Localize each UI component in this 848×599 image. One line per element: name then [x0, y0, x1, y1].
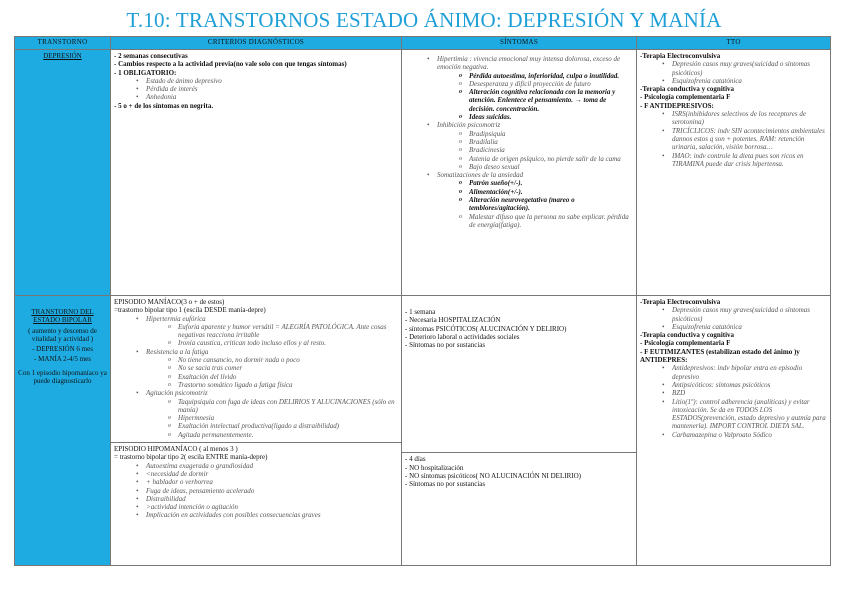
list-item: o Bajo deseo sexual	[405, 163, 633, 171]
list-item: o Alteración cognitiva relacionada con la memoria y atención. Enlentece el pensamiento. → toma de decisión. concentración.	[405, 88, 633, 113]
list-item: • Autoestima exagerada o grandiosidad	[114, 462, 398, 470]
list-item: • Depresión casos muy graves(suicidad o síntomas psicóticos)	[640, 306, 827, 323]
criterios-depresion: - 2 semanas consecutivas - Cambios respecto a la actividad previa(no vale solo con que tengas síntomas) - 1 OBLIGATORIO: • Estado de ánimo depresivo • Pérdida de interés • Anhedonia - 5 o + de los síntomas en negrita.	[111, 50, 402, 296]
tto-bipolar: -Terapia Electroconvulsiva • Depresión casos muy graves(suicidad o síntomas psicóticos) • Esquizofrenia catatónica -Terapia conductiva y cognitiva - Psicología complementaria F - F EUTIMIZANTES (estabilizan estado del ánimo )y ANTIDEPRES: • Antidepresivos: indv bipolar entra en episodio depresivo • Antipsicóticos: síntomas psicóticos • BZD • Litio(1º): control adherencia (analíticas) y evitar intoxicación. Se da en TODOS LOS ESTADOS(prevención, estado depresivo y autmía para mantenerla). IMPORT CONTROL DIETA SAL. • Carbamazepina o Valproato Sódico	[637, 296, 831, 566]
sintomas-depresion	[402, 50, 637, 296]
list-item: • Fuga de ideas, pensamiento acelerado	[114, 487, 398, 495]
list-item: o No se sacia tras comer	[114, 364, 398, 372]
list-item: o Astenia de origen psíquico, no pierde salir de la cama	[405, 155, 633, 163]
list-item: o Hipermnesia	[114, 414, 398, 422]
list-item: • Anhedonia	[114, 93, 398, 101]
page-title: T.10: TRANSTORNOS ESTADO ÁNIMO: DEPRESIÓN Y MANÍA	[126, 8, 722, 32]
list-item: o Exaltación intelectual productiva(ligado a distraibilidad)	[114, 422, 398, 430]
row-depresion	[15, 50, 831, 296]
list-item: • Agitación psicomotriz	[114, 389, 398, 397]
list-item: o Euforia aparente y humor versátil = ALEGRÍA PATOLÓGICA. Ante cosas negativas reacciona irritable	[114, 323, 398, 340]
list-item: • BZD	[640, 389, 827, 397]
criterios-bipolar: EPISODIO MANÍACO(3 o + de estos) =trastorno bipolar tipo 1 (escila DESDE manía-depre) • Hipertermia eufórica o Euforia aparente y humor versátil = ALEGRÍA PATOLÓGICA. Ante cosas negativas reacciona irritable o Ironía caustica, critican todo incluso ellos y al resto. • Resistencia a la fatiga o No tiene cansancio, no dormir nada o poco o No se sacia tras comer o Exaltación del lívido o Trastorno somático ligado a fatiga física • Agitación psicomotriz o Taquipsiquia con fuga de ideas con DELIRIOS Y ALUCINACIONES (sólo en manía) o Hipermnesia o Exaltación intelectual productiva(ligado a distraibilidad) o Agitada permanentemente. EPISODIO HIPOMANÍACO ( al menos 3 ) = trastorno bipolar tipo 2( escila ENTRE manía-depre) • Autoestima exagerada o grandiosidad • <necesidad de dormir • + hablador o verborrea • Fuga de ideas, pensamiento acelerado • Distraibilidad • >actividad intención o agitación • Implicación en actividades con posibles consecuencias graves	[111, 296, 402, 566]
sintomas-bipolar: - 1 semana - Necesaria HOSPITALIZACIÓN - síntomas PSICÓTICOS( ALUCINACIÓN Y DELIRIO) - Deterioro laboral o actividades sociales - Síntomas no por sustancias - 4 días - NO hospitalización - NO síntomas psicóticos( NO ALUCINACIÓN NI DELIRIO) - Síntomas no por sustancias	[402, 296, 637, 566]
header-sintomas: SÍNTOMAS	[402, 37, 637, 50]
list-item: • Antidepresivos: indv bipolar entra en episodio depresivo	[640, 364, 827, 381]
list-item: • Inhibición psicomotriz	[405, 121, 633, 129]
list-item: • <necesidad de dormir	[114, 470, 398, 478]
list-item: o Bradilalia	[405, 138, 633, 146]
list-item: • Somatizaciones de la ansiedad	[405, 171, 633, 179]
tto-depresion: -Terapia Electroconvulsiva • Depresión casos muy graves(suicidad o síntomas psicóticos) • Esquizofrenia catatónica -Terapia conductiva y cognitiva - Psicología complementaria F - F ANTIDEPRESIVOS: • ISRS(inhibidores selectivos de los receptores de serotonina) • TRICÍCLICOS: indv SIN acontecimientos ambientales dannos estos q son + potentes. RAM: retención urinaria, salación, visión borrosa… • IMAO: indv controle la dieta pues son ricos en TIRAMINA puede dar crisis hipertensa.	[637, 50, 831, 296]
list-item: o Trastorno somático ligado a fatiga física	[114, 381, 398, 389]
header-row	[15, 37, 831, 50]
list-item: • Pérdida de interés	[114, 85, 398, 93]
row-label-bipolar: TRANSTORNO DEL ESTADO BIPOLAR ( aumento y descenso de vitalidad y actividad ) - DEPRESIÓN 6 mes - MANÍA 2-4/5 mes Con 1 episodio hipomaníaco ya puede diagnosticarlo	[15, 296, 111, 566]
list-item: • Distraibilidad	[114, 495, 398, 503]
list-item: • Litio(1º): control adherencia (analíticas) y evitar intoxicación. Se da en TODOS LOS ESTADOS(prevención, estado depresivo y autmía para mantenerla). IMPORT CONTROL DIETA SAL.	[640, 398, 827, 431]
list-item: o Ideas suicidas.	[405, 113, 633, 121]
list-item: o Exaltación del lívido	[114, 373, 398, 381]
list-item: • IMAO: indv controle la dieta pues son ricos en TIRAMINA puede dar crisis hipertensa.	[640, 152, 827, 169]
header-transtorno: TRANSTORNO	[15, 37, 111, 50]
list-item: o Desesperanza y difícil proyección de futuro	[405, 80, 633, 88]
list-item: o Alteración neurovegetativa (mareo o temblores/agitación).	[405, 196, 633, 213]
list-item: • Esquizofrenia catatónica	[640, 323, 827, 331]
list-item: • >actividad intención o agitación	[114, 503, 398, 511]
list-item: • Antipsicóticos: síntomas psicóticos	[640, 381, 827, 389]
header-tto: TTO	[637, 37, 831, 50]
header-criterios: CRITERIOS DIAGNÓSTICOS	[111, 37, 402, 50]
list-item: o Ironía caustica, critican todo incluso ellos y al resto.	[114, 339, 398, 347]
list-item: o Bradipsiquia	[405, 130, 633, 138]
list-item: o Alimentación(+/-).	[405, 188, 633, 196]
list-item: • + hablador o verborrea	[114, 478, 398, 486]
list-item: • Hipertermia eufórica	[114, 315, 398, 323]
summary-table	[14, 36, 831, 566]
list-item: o Patrón sueño(+/-).	[405, 179, 633, 187]
list-item: • Hipertimia : vivencia emocional muy intensa dolorosa, exceso de emoción negativa.	[405, 55, 633, 72]
list-item: • Esquizofrenia catatónica	[640, 77, 827, 85]
list-item: o Bradicinesia	[405, 146, 633, 154]
row-bipolar	[15, 296, 831, 566]
list-item: o Malestar difuso que la persona no sabe explicar. pérdida de energía(fatiga).	[405, 213, 633, 230]
list-item: o No tiene cansancio, no dormir nada o poco	[114, 356, 398, 364]
list-item: • TRICÍCLICOS: indv SIN acontecimientos ambientales dannos estos q son + potentes. RAM: retención urinaria, salación, visión borrosa…	[640, 127, 827, 152]
row-label-depresion: DEPRESIÓN	[15, 50, 111, 296]
list-item: • Carbamazepina o Valproato Sódico	[640, 431, 827, 439]
list-item: • Implicación en actividades con posibles consecuencias graves	[114, 511, 398, 519]
list-item: • Resistencia a la fatiga	[114, 348, 398, 356]
list-item: o Pérdida autoestima, inferioridad, culpa o inutilidad.	[405, 72, 633, 80]
list-item: • ISRS(inhibidores selectivos de los receptores de serotonina)	[640, 110, 827, 127]
list-item: o Agitada permanentemente.	[114, 431, 398, 439]
list-item: • Estado de ánimo depresivo	[114, 77, 398, 85]
list-item: • Depresión casos muy graves(suicidad o síntomas psicóticos)	[640, 60, 827, 77]
list-item: o Taquipsiquia con fuga de ideas con DELIRIOS Y ALUCINACIONES (sólo en manía)	[114, 398, 398, 415]
